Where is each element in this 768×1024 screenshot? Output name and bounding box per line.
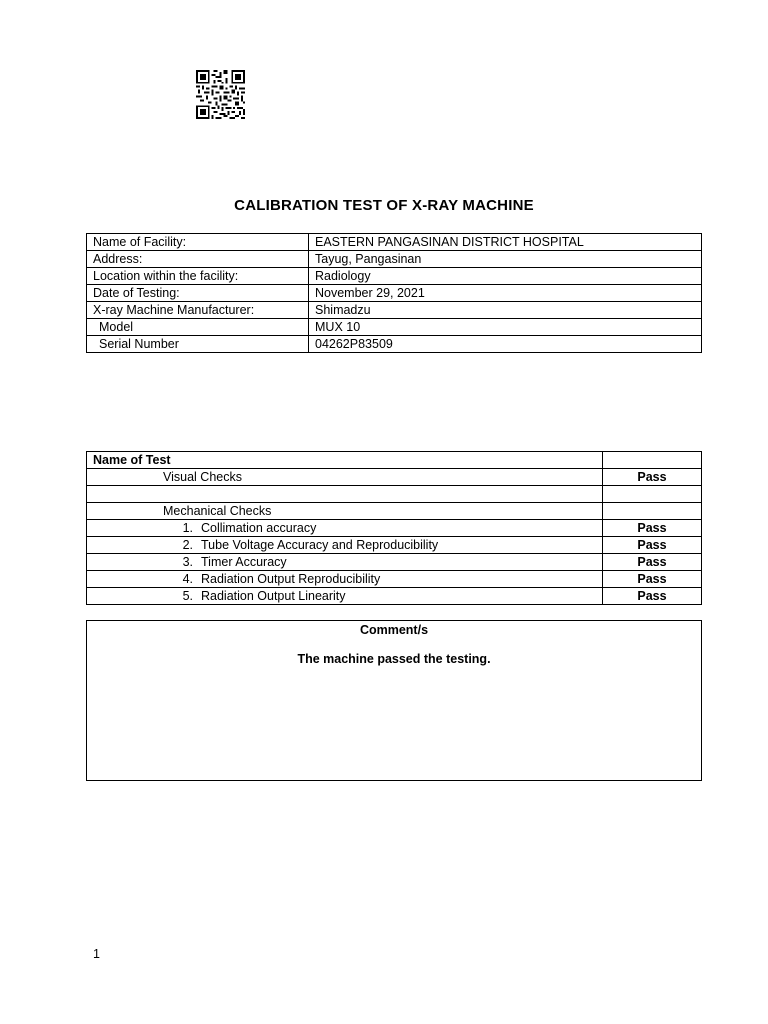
test-item: [87, 554, 603, 571]
item-number: 5.: [182, 589, 193, 603]
table-row: [87, 588, 702, 605]
test-name: Mechanical Checks: [87, 503, 603, 520]
table-row: [87, 520, 702, 537]
item-number: 4.: [182, 572, 193, 586]
comments-text: The machine passed the testing.: [297, 652, 491, 666]
test-name: Collimation accuracy: [201, 521, 317, 535]
table-row: [87, 319, 702, 336]
qr-code-icon: [196, 70, 245, 119]
info-value: MUX 10: [309, 319, 702, 336]
test-results-table: [86, 451, 702, 605]
table-row: [87, 503, 702, 520]
table-row: [87, 486, 702, 503]
info-label: X-ray Machine Manufacturer:: [87, 302, 309, 319]
test-name: Radiation Output Reproducibility: [201, 572, 381, 586]
info-value: 04262P83509: [309, 336, 702, 353]
table-row: [87, 234, 702, 251]
info-label: Name of Facility:: [87, 234, 309, 251]
table-row: [87, 302, 702, 319]
test-name: Radiation Output Linearity: [201, 589, 346, 603]
test-item: [87, 520, 603, 537]
table-row: [87, 554, 702, 571]
info-label: Serial Number: [87, 336, 309, 353]
info-value: Tayug, Pangasinan: [309, 251, 702, 268]
comments-heading: Comment/s: [359, 623, 429, 637]
empty-cell: [603, 503, 702, 520]
info-value: Shimadzu: [309, 302, 702, 319]
table-row: [87, 571, 702, 588]
info-label: Date of Testing:: [87, 285, 309, 302]
item-number: 2.: [182, 538, 193, 552]
info-label: Model: [87, 319, 309, 336]
empty-cell: [603, 486, 702, 503]
comments-box: [86, 620, 702, 781]
table-row: [87, 469, 702, 486]
test-item: [87, 588, 603, 605]
info-value: November 29, 2021: [309, 285, 702, 302]
item-number: 1.: [182, 521, 193, 535]
test-result: Pass: [603, 520, 702, 537]
info-value: Radiology: [309, 268, 702, 285]
test-name: Visual Checks: [87, 469, 603, 486]
facility-info-table: [86, 233, 702, 353]
test-name-header: Name of Test: [87, 452, 603, 469]
table-row: [87, 285, 702, 302]
document-title: CALIBRATION TEST OF X-RAY MACHINE: [234, 197, 534, 214]
table-row: [87, 268, 702, 285]
item-number: 3.: [182, 555, 193, 569]
table-header-row: [87, 452, 702, 469]
test-item: [87, 537, 603, 554]
test-result: Pass: [603, 588, 702, 605]
table-row: [87, 537, 702, 554]
page-number: 1: [93, 947, 100, 961]
test-result: Pass: [603, 537, 702, 554]
test-result: Pass: [603, 554, 702, 571]
test-name: Tube Voltage Accuracy and Reproducibility: [201, 538, 439, 552]
info-label: Location within the facility:: [87, 268, 309, 285]
test-item: [87, 571, 603, 588]
table-row: [87, 336, 702, 353]
info-label: Address:: [87, 251, 309, 268]
table-row: [87, 251, 702, 268]
empty-cell: [87, 486, 603, 503]
test-name: Timer Accuracy: [201, 555, 287, 569]
test-result: Pass: [603, 469, 702, 486]
test-result: Pass: [603, 571, 702, 588]
result-header: [603, 452, 702, 469]
info-value: EASTERN PANGASINAN DISTRICT HOSPITAL: [309, 234, 702, 251]
